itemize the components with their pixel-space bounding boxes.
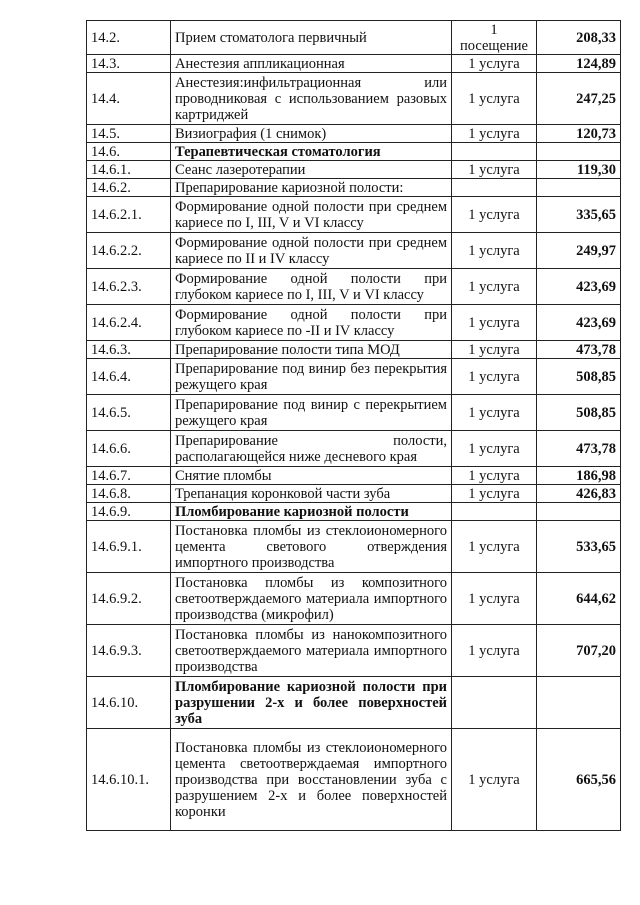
item-unit: 1 услуга [452,161,537,179]
table-row [87,73,621,125]
item-unit: 1 услуга [452,521,537,573]
item-name: Формирование одной полости при глубоком кариесе по -II и IV классу [171,305,452,341]
table-row [87,55,621,73]
item-unit: 1 услуга [452,197,537,233]
item-unit: 1 услуга [452,55,537,73]
table-row [87,677,621,729]
item-code: 14.6.7. [87,467,171,485]
item-code: 14.6.10. [87,677,171,729]
table-row [87,431,621,467]
item-price: 473,78 [537,341,621,359]
item-code: 14.6.9. [87,503,171,521]
item-name: Постановка пломбы из композитного светоотверждаемого материала импортного производства (микрофил) [171,573,452,625]
item-code: 14.6.6. [87,431,171,467]
item-price [537,677,621,729]
item-name: Трепанация коронковой части зуба [171,485,452,503]
item-unit: 1 посещение [452,21,537,55]
item-price: 644,62 [537,573,621,625]
item-code: 14.6.2. [87,179,171,197]
item-name: Препарирование под винир без перекрытия режущего края [171,359,452,395]
table-row [87,233,621,269]
item-code: 14.6.3. [87,341,171,359]
item-unit: 1 услуга [452,625,537,677]
item-name: Препарирование полости типа МОД [171,341,452,359]
item-price: 119,30 [537,161,621,179]
table-row [87,125,621,143]
item-code: 14.6.8. [87,485,171,503]
item-code: 14.6.2.2. [87,233,171,269]
item-unit: 1 услуга [452,431,537,467]
table-row [87,729,621,831]
table-row [87,269,621,305]
item-unit: 1 услуга [452,125,537,143]
table-row [87,573,621,625]
table-row [87,359,621,395]
table-row [87,197,621,233]
item-unit: 1 услуга [452,573,537,625]
item-unit: 1 услуга [452,73,537,125]
item-price: 665,56 [537,729,621,831]
item-code: 14.6.1. [87,161,171,179]
table-row [87,485,621,503]
item-unit [452,179,537,197]
item-name: Формирование одной полости при среднем кариесе по I, III, V и VI классу [171,197,452,233]
item-name: Пломбирование кариозной полости [171,503,452,521]
item-code: 14.6.9.2. [87,573,171,625]
item-price: 247,25 [537,73,621,125]
item-unit: 1 услуга [452,729,537,831]
table-row [87,161,621,179]
item-price: 423,69 [537,305,621,341]
item-unit: 1 услуга [452,269,537,305]
item-code: 14.6.2.1. [87,197,171,233]
item-price [537,503,621,521]
item-price: 508,85 [537,359,621,395]
item-name: Формирование одной полости при среднем кариесе по II и IV классу [171,233,452,269]
item-unit: 1 услуга [452,341,537,359]
item-name: Сеанс лазеротерапии [171,161,452,179]
item-price: 335,65 [537,197,621,233]
item-name: Пломбирование кариозной полости при разрушении 2-х и более поверхностей зуба [171,677,452,729]
table-row [87,625,621,677]
item-name: Препарирование кариозной полости: [171,179,452,197]
price-table-body [87,21,621,831]
item-name: Визиография (1 снимок) [171,125,452,143]
item-code: 14.6.2.4. [87,305,171,341]
item-name: Препарирование под винир с перекрытием режущего края [171,395,452,431]
item-name: Препарирование полости, располагающейся ниже десневого края [171,431,452,467]
item-price: 423,69 [537,269,621,305]
item-name: Терапевтическая стоматология [171,143,452,161]
price-table [86,20,621,831]
item-unit [452,677,537,729]
table-row [87,305,621,341]
item-name: Постановка пломбы из стеклоиономерного цемента светового отверждения импортного производства [171,521,452,573]
item-name: Анестезия аппликационная [171,55,452,73]
item-name: Снятие пломбы [171,467,452,485]
item-unit: 1 услуга [452,467,537,485]
table-row [87,467,621,485]
item-code: 14.6.9.1. [87,521,171,573]
item-price: 426,83 [537,485,621,503]
item-code: 14.6.10.1. [87,729,171,831]
item-code: 14.3. [87,55,171,73]
item-code: 14.2. [87,21,171,55]
item-name: Постановка пломбы из нанокомпозитного светоотверждаемого материала импортного производства [171,625,452,677]
item-unit: 1 услуга [452,395,537,431]
item-price: 473,78 [537,431,621,467]
table-row [87,179,621,197]
item-price: 533,65 [537,521,621,573]
item-code: 14.4. [87,73,171,125]
item-price: 707,20 [537,625,621,677]
item-unit [452,143,537,161]
item-price: 249,97 [537,233,621,269]
item-code: 14.6.5. [87,395,171,431]
item-unit: 1 услуга [452,233,537,269]
item-unit: 1 услуга [452,485,537,503]
item-code: 14.6.2.3. [87,269,171,305]
table-row [87,395,621,431]
item-price [537,179,621,197]
table-row [87,341,621,359]
item-name: Постановка пломбы из стеклоиономерного цемента светоотверждаемая импортного производства при восстановлении зуба с разрушением 2-х и более поверхностей коронки [171,729,452,831]
item-code: 14.6.9.3. [87,625,171,677]
item-price: 124,89 [537,55,621,73]
item-code: 14.6.4. [87,359,171,395]
item-unit [452,503,537,521]
item-name: Анестезия:инфильтрационная или проводниковая с использованием разовых картриджей [171,73,452,125]
table-row [87,143,621,161]
item-price: 208,33 [537,21,621,55]
table-row [87,503,621,521]
item-price: 508,85 [537,395,621,431]
item-code: 14.6. [87,143,171,161]
item-price: 120,73 [537,125,621,143]
item-name: Прием стоматолога первичный [171,21,452,55]
item-unit: 1 услуга [452,359,537,395]
table-row [87,521,621,573]
item-code: 14.5. [87,125,171,143]
item-unit: 1 услуга [452,305,537,341]
item-price: 186,98 [537,467,621,485]
item-name: Формирование одной полости при глубоком кариесе по I, III, V и VI классу [171,269,452,305]
item-price [537,143,621,161]
table-row [87,21,621,55]
